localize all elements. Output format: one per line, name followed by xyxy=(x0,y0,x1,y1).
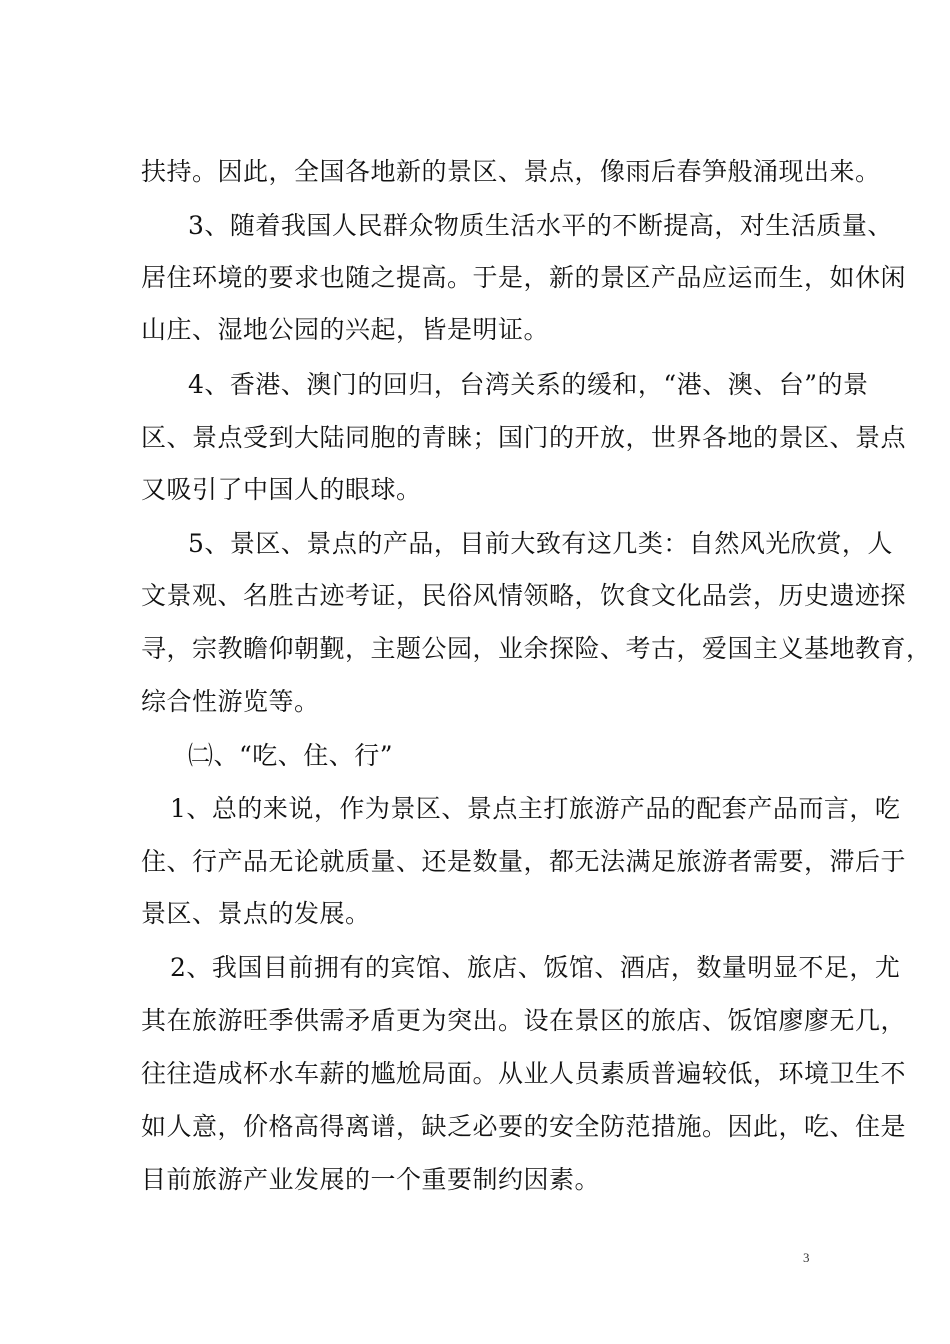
text-line: 又吸引了中国人的眼球。 xyxy=(141,475,422,504)
section-heading: ㈡、“吃、住、行” xyxy=(188,741,394,770)
text-line: 住、行产品无论就质量、还是数量，都无法满足旅游者需要，滞后于 xyxy=(141,847,907,876)
text-line: 居住环境的要求也随之提高。于是，新的景区产品应运而生，如休闲 xyxy=(141,263,907,292)
text-line: 如人意，价格高得离谱，缺乏必要的安全防范措施。因此，吃、住是 xyxy=(141,1112,907,1141)
text-line: 山庄、湿地公园的兴起，皆是明证。 xyxy=(141,315,550,344)
text-line: 5、景区、景点的产品，目前大致有这几类：自然风光欣赏，人 xyxy=(188,529,893,558)
text-line: 2、我国目前拥有的宾馆、旅店、饭馆、酒店，数量明显不足，尤 xyxy=(170,953,901,982)
text-line: 其在旅游旺季供需矛盾更为突出。设在景区的旅店、饭馆廖廖无几， xyxy=(141,1006,907,1035)
text-line: 区、景点受到大陆同胞的青睐；国门的开放，世界各地的景区、景点 xyxy=(141,423,907,452)
text-line: 文景观、名胜古迹考证，民俗风情领略，饮食文化品尝，历史遗迹探 xyxy=(141,581,907,610)
text-line: 景区、景点的发展。 xyxy=(141,899,371,928)
text-line: 寻，宗教瞻仰朝觐，主题公园，业余探险、考古，爱国主义基地教育， xyxy=(141,634,932,663)
text-line: 4、香港、澳门的回归，台湾关系的缓和，“港、澳、台”的景 xyxy=(188,370,869,399)
text-line: 3、随着我国人民群众物质生活水平的不断提高，对生活质量、 xyxy=(188,211,893,240)
page-number: 3 xyxy=(803,1250,810,1265)
text-line: 综合性游览等。 xyxy=(141,687,320,716)
text-line: 往往造成杯水车薪的尴尬局面。从业人员素质普遍较低，环境卫生不 xyxy=(141,1059,907,1088)
text-line: 扶持。因此，全国各地新的景区、景点，像雨后春笋般涌现出来。 xyxy=(141,157,881,186)
text-line: 目前旅游产业发展的一个重要制约因素。 xyxy=(141,1165,601,1194)
text-line: 1、总的来说，作为景区、景点主打旅游产品的配套产品而言，吃 xyxy=(170,794,901,823)
